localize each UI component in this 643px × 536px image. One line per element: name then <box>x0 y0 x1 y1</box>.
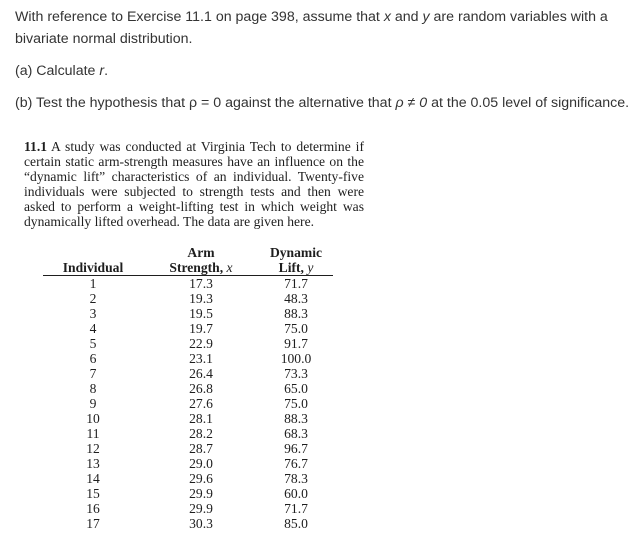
table-row <box>43 486 333 501</box>
table-row <box>43 501 333 516</box>
cell-dynamic-lift: 48.3 <box>284 291 308 306</box>
cell-arm-strength: 29.0 <box>189 456 213 471</box>
cell-individual: 2 <box>89 291 97 306</box>
cell-dynamic-lift: 65.0 <box>284 381 308 396</box>
cell-individual: 16 <box>86 501 100 516</box>
table-row <box>43 441 333 456</box>
table-row <box>43 366 333 381</box>
cell-individual: 7 <box>89 366 97 381</box>
cell-arm-strength: 23.1 <box>189 351 213 366</box>
cell-dynamic-lift: 60.0 <box>284 486 308 501</box>
header-top-individual <box>43 245 143 260</box>
cell-arm-strength: 17.3 <box>189 276 213 291</box>
header-strength: Strength, x <box>143 260 259 276</box>
cell-dynamic-lift: 96.7 <box>284 441 308 456</box>
header-row-bottom <box>43 260 333 276</box>
table-row <box>43 411 333 426</box>
header-row-top <box>43 245 333 260</box>
cell-individual: 9 <box>89 396 97 411</box>
cell-individual: 13 <box>86 456 100 471</box>
var-r: r <box>99 63 105 79</box>
cell-individual: 10 <box>86 411 100 426</box>
question-text <box>15 6 630 114</box>
cell-dynamic-lift: 88.3 <box>284 306 308 321</box>
cell-arm-strength: 26.4 <box>189 366 213 381</box>
table-row <box>43 276 333 292</box>
cell-dynamic-lift: 71.7 <box>284 276 308 291</box>
table-row <box>43 381 333 396</box>
cell-dynamic-lift: 78.3 <box>284 471 308 486</box>
cell-individual: 12 <box>86 441 100 456</box>
cell-dynamic-lift: 88.3 <box>284 411 308 426</box>
cell-individual: 5 <box>89 336 97 351</box>
cell-individual: 8 <box>89 381 97 396</box>
cell-dynamic-lift: 68.3 <box>284 426 308 441</box>
header-top-arm: Arm <box>187 245 215 260</box>
cell-arm-strength: 28.1 <box>189 411 213 426</box>
header-lift: Lift, y <box>259 260 333 276</box>
table-row <box>43 426 333 441</box>
cell-arm-strength: 19.7 <box>189 321 213 336</box>
table-row <box>43 336 333 351</box>
exercise-description: A study was conducted at Virginia Tech to determine if certain static arm-strength measures have an influence on the “dynamic lift” characteristics of an individual. Twenty-five individuals were subjected to strength tests and then were asked to perform a weight-lifting test in which weight was dynamically lifted overhead. The data are given here. <box>24 139 364 230</box>
cell-arm-strength: 29.6 <box>189 471 213 486</box>
cell-arm-strength: 27.6 <box>189 396 213 411</box>
cell-arm-strength: 30.3 <box>189 516 213 531</box>
var-y: y <box>422 9 430 25</box>
cell-arm-strength: 26.8 <box>189 381 213 396</box>
cell-arm-strength: 28.2 <box>189 426 213 441</box>
cell-arm-strength: 29.9 <box>189 501 213 516</box>
table-row <box>43 291 333 306</box>
table-row <box>43 321 333 336</box>
cell-dynamic-lift: 75.0 <box>284 321 308 336</box>
question-part-a: (a) Calculate r. <box>15 63 109 79</box>
cell-individual: 4 <box>89 321 97 336</box>
exercise-text <box>24 139 364 230</box>
cell-individual: 14 <box>86 471 100 486</box>
question-part-b: (b) Test the hypothesis that ρ = 0 against the alternative that ρ ≠ 0 at the 0.05 level of significance. <box>15 95 630 111</box>
question-intro: With reference to Exercise 11.1 on page 398, assume that x and y are random variables with a bivariate normal distribution. <box>15 9 608 47</box>
cell-dynamic-lift: 85.0 <box>284 516 308 531</box>
cell-individual: 3 <box>89 306 97 321</box>
cell-dynamic-lift: 100.0 <box>280 351 312 366</box>
exercise-number: 11.1 <box>24 139 48 154</box>
cell-dynamic-lift: 75.0 <box>284 396 308 411</box>
alternative-hypothesis: ρ ≠ 0 <box>395 95 428 111</box>
table-body <box>43 276 333 532</box>
cell-individual: 17 <box>86 516 100 531</box>
cell-arm-strength: 19.3 <box>189 291 213 306</box>
cell-individual: 6 <box>89 351 97 366</box>
table-row <box>43 396 333 411</box>
cell-dynamic-lift: 71.7 <box>284 501 308 516</box>
cell-dynamic-lift: 73.3 <box>284 366 308 381</box>
table-row <box>43 471 333 486</box>
cell-arm-strength: 29.9 <box>189 486 213 501</box>
cell-individual: 15 <box>86 486 100 501</box>
table-row <box>43 306 333 321</box>
table-row <box>43 351 333 366</box>
cell-arm-strength: 22.9 <box>189 336 213 351</box>
cell-dynamic-lift: 76.7 <box>284 456 308 471</box>
table-row <box>43 516 333 531</box>
data-table <box>43 245 333 531</box>
cell-individual: 11 <box>86 426 100 441</box>
cell-arm-strength: 19.5 <box>189 306 213 321</box>
var-x: x <box>383 9 391 25</box>
header-individual: Individual <box>43 260 143 276</box>
cell-individual: 1 <box>89 276 97 291</box>
header-top-dynamic: Dynamic <box>269 245 323 260</box>
table-row <box>43 456 333 471</box>
cell-arm-strength: 28.7 <box>189 441 213 456</box>
cell-dynamic-lift: 91.7 <box>284 336 308 351</box>
